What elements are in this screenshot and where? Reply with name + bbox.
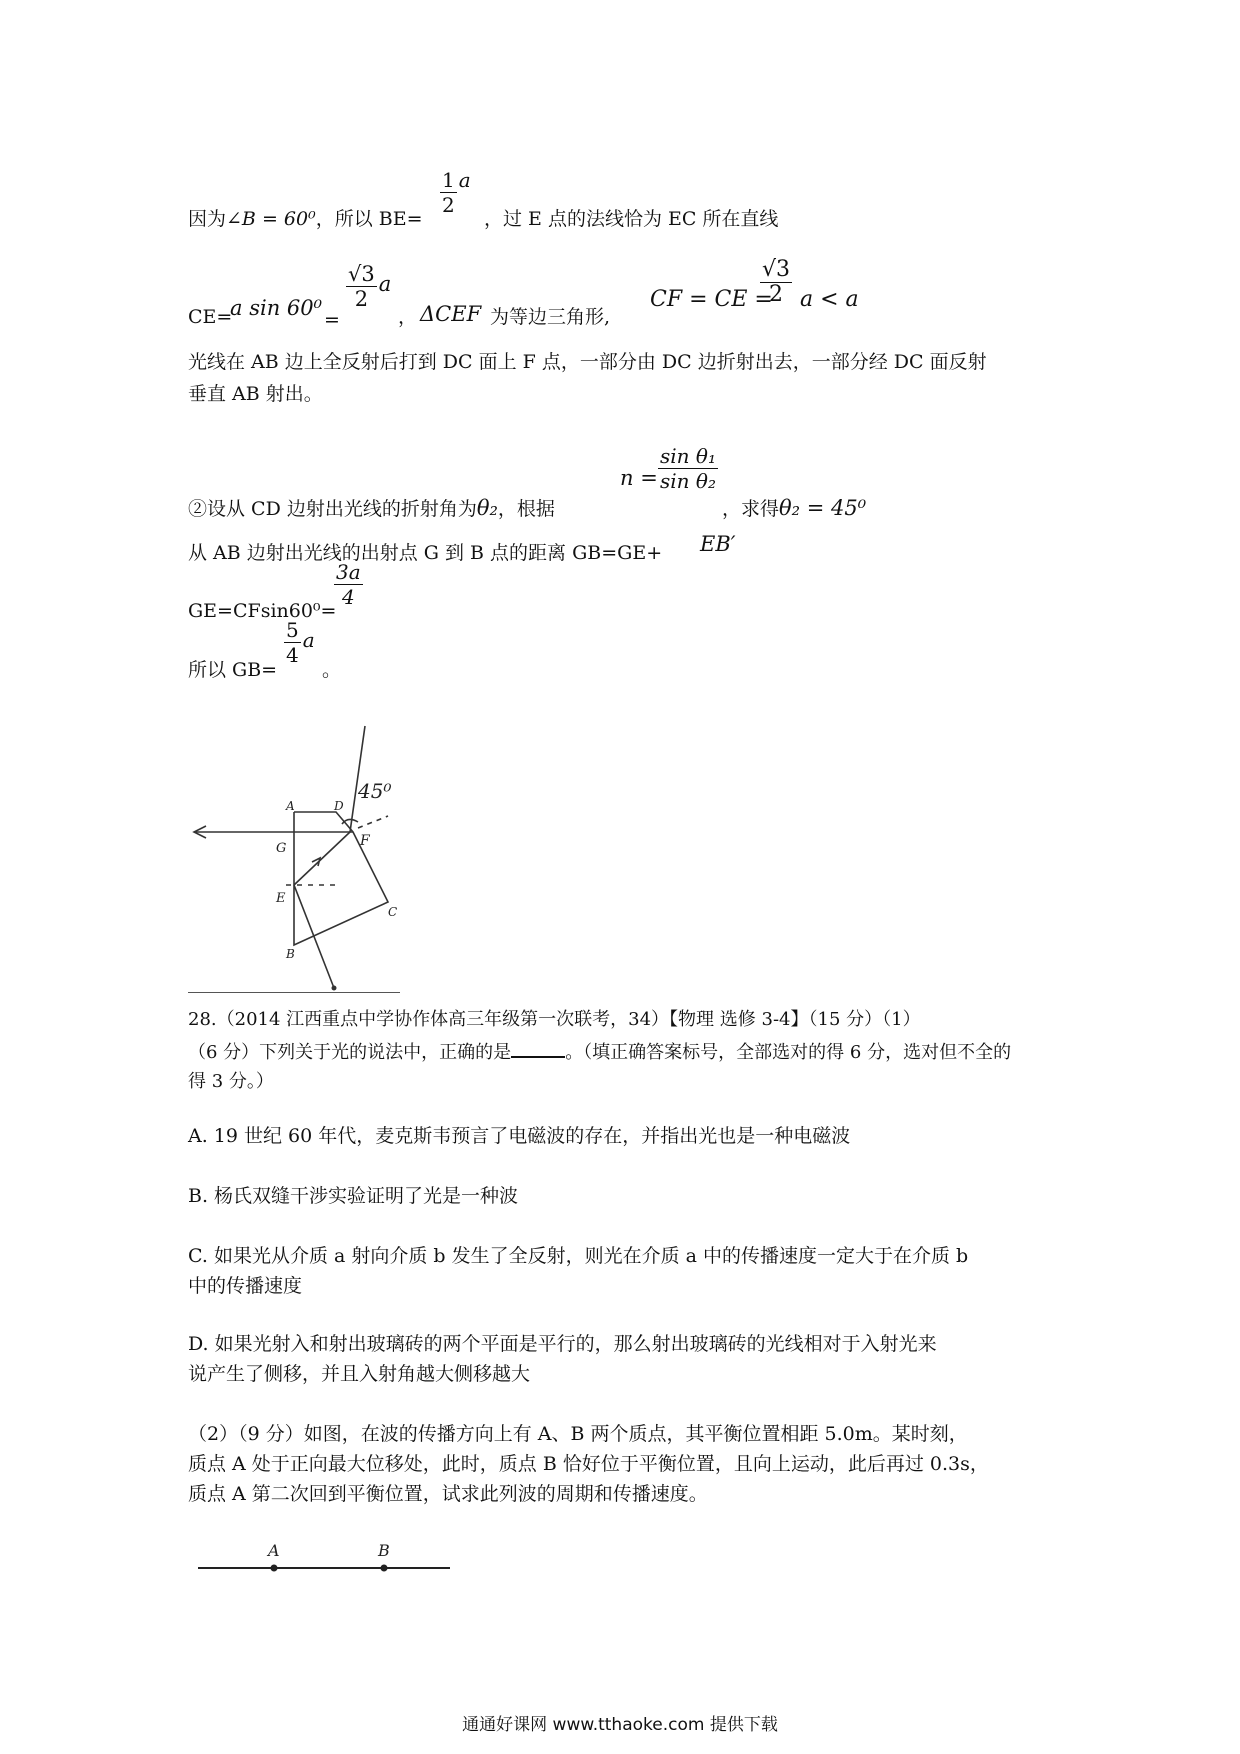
option-c-line-1: C. 如果光从介质 a 射向介质 b 发生了全反射，则光在介质 a 中的传播速度一定大于在介质 b	[188, 1245, 969, 1267]
solution-line-1	[188, 205, 423, 233]
math-eb-prime	[700, 530, 736, 558]
math-triangle	[420, 300, 481, 328]
part2-line-1: （2）（9 分）如图，在波的传播方向上有 A、B 两个质点，其平衡位置相距 5.0m。某时刻，	[188, 1423, 968, 1445]
page-footer: 通通好课网 www.tthaoke.com 提供下载	[462, 1715, 778, 1735]
fraction-numerator: 3a	[336, 560, 361, 584]
solution-line-7: GE=CFsin60⁰=	[188, 600, 337, 622]
math-expr: n =	[620, 466, 658, 490]
angle-arc	[342, 819, 358, 824]
fraction-snell	[658, 444, 718, 493]
prism-ray-diagram	[188, 720, 428, 1000]
fraction-denominator: 4	[286, 643, 299, 667]
solution-line-8: 所以 GB=	[188, 659, 278, 681]
solution-line-5-end	[722, 494, 866, 523]
solution-line-1-end: ，过 E 点的法线恰为 EC 所在直线	[484, 208, 779, 230]
ray-reflected	[294, 832, 350, 885]
math-theta: θ₂	[476, 496, 498, 520]
math-angle-b: ∠B = 60⁰	[226, 208, 316, 230]
math-var: a	[302, 628, 315, 652]
point-b-label: B	[378, 1541, 390, 1560]
equals-sign: =	[324, 309, 340, 331]
label-a: A	[286, 799, 295, 813]
text: ②设从 CD 边射出光线的折射角为	[188, 498, 477, 520]
fraction-numerator: sin θ₁	[660, 444, 716, 468]
solution-line-3: 光线在 AB 边上全反射后打到 DC 面上 F 点，一部分由 DC 边折射出去，一部分经 DC 面反射	[188, 351, 987, 373]
math-inequality	[800, 286, 859, 314]
solution-line-6	[188, 539, 662, 567]
text: ，求得	[722, 498, 780, 520]
math-expr: a sin 60⁰	[230, 296, 323, 320]
period: 。	[322, 659, 342, 681]
equilateral-text: 为等边三角形,	[490, 306, 611, 328]
fraction-denominator: 4	[341, 585, 355, 609]
math-n-eq	[620, 464, 658, 492]
fraction-numerator: 1	[442, 168, 455, 192]
math-var: a	[378, 272, 392, 296]
angle-label: 45⁰	[358, 779, 392, 803]
option-a: A. 19 世纪 60 年代，麦克斯韦预言了电磁波的存在，并指出光也是一种电磁波	[188, 1125, 851, 1147]
math-ce-expr	[230, 294, 322, 322]
solution-line-4: 垂直 AB 射出。	[188, 383, 323, 405]
option-d-line-2: 说产生了侧移，并且入射角越大侧移越大	[188, 1363, 531, 1385]
text: 。（填正确答案标号，全部选对的得 6 分，选对但不全的	[565, 1042, 1012, 1063]
label-e: E	[276, 891, 286, 906]
math-result: θ₂ = 45⁰	[779, 496, 867, 520]
point-a-label: A	[268, 1541, 280, 1560]
normal-line-f	[358, 816, 388, 828]
label-f: F	[360, 833, 370, 849]
solution-line-2-start	[188, 303, 232, 331]
point-a-marker	[271, 1565, 278, 1572]
text: 因为	[188, 208, 227, 230]
part2-line-2: 质点 A 处于正向最大位移处，此时，质点 B 恰好位于平衡位置，且向上运动，此后再过 0.3s，	[188, 1453, 989, 1475]
question-header-line-1: 28.（2014 江西重点中学协作体高三年级第一次联考，34）【物理 选修 3-4】（15 分）（1）	[188, 1009, 921, 1030]
math-expr: CF = CE =	[650, 287, 773, 312]
comma: ，	[398, 306, 418, 328]
wave-points-diagram	[196, 1538, 456, 1578]
label-d: D	[334, 799, 344, 813]
fraction-3a-over-4	[334, 560, 363, 609]
part2-line-3: 质点 A 第二次回到平衡位置，试求此列波的周期和传播速度。	[188, 1483, 708, 1505]
question-header-line-2	[188, 1038, 1011, 1067]
math-expr: a < a	[800, 287, 859, 312]
math-expr: EB′	[700, 532, 736, 556]
fraction-5-over-4	[284, 618, 315, 667]
label-b: B	[286, 947, 295, 961]
fraction-numerator: 5	[286, 618, 299, 642]
math-triangle-cef: ΔCEF	[420, 302, 482, 326]
incident-point	[332, 986, 337, 991]
fraction-numerator: √3	[762, 257, 791, 282]
option-d-line-1: D. 如果光射入和射出玻璃砖的两个平面是平行的，那么射出玻璃砖的光线相对于入射光来	[188, 1333, 937, 1355]
fraction-sqrt3-over-2-b	[760, 258, 792, 307]
label-c: C	[388, 905, 398, 919]
fraction-numerator: √3	[348, 262, 375, 286]
option-b: B. 杨氏双缝干涉实验证明了光是一种波	[188, 1185, 519, 1207]
option-c-line-2: 中的传播速度	[188, 1275, 303, 1297]
text: CE=	[188, 306, 233, 328]
fraction-denominator: 2	[769, 282, 783, 307]
fraction-denominator: 2	[442, 193, 455, 217]
math-cf-ce	[650, 286, 773, 314]
figure-divider	[188, 992, 400, 993]
fraction-sqrt3-over-2	[346, 262, 391, 311]
solution-line-5	[188, 494, 555, 523]
text: 从 AB 边射出光线的出射点 G 到 B 点的距离 GB=GE+	[188, 542, 663, 564]
fraction-denominator: sin θ₂	[660, 469, 716, 493]
answer-blank	[511, 1038, 565, 1058]
fraction-half-a	[440, 168, 471, 217]
math-var: a	[458, 168, 471, 192]
text: ，根据	[497, 498, 555, 520]
ray-incident	[294, 885, 334, 988]
label-g: G	[276, 841, 287, 856]
point-b-marker	[381, 1565, 388, 1572]
text: （6 分）下列关于光的说法中，正确的是	[188, 1042, 512, 1063]
fraction-denominator: 2	[354, 287, 369, 311]
question-header-line-3: 得 3 分。）	[188, 1071, 274, 1092]
text: ，所以 BE=	[315, 208, 423, 230]
